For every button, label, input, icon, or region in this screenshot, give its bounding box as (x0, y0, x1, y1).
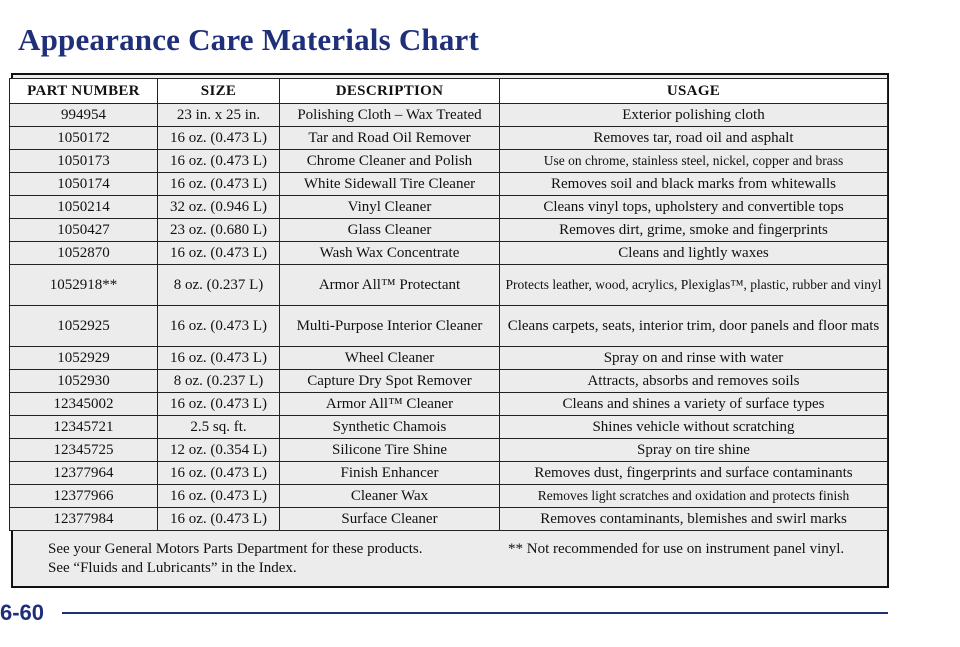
size-cell: 16 oz. (0.473 L) (158, 127, 280, 150)
description-cell: Silicone Tire Shine (280, 439, 500, 462)
size-cell: 16 oz. (0.473 L) (158, 150, 280, 173)
description-cell: Tar and Road Oil Remover (280, 127, 500, 150)
footnote-instrument-panel-warning: ** Not recommended for use on instrument panel vinyl. (508, 541, 845, 557)
table-row (10, 150, 888, 173)
usage-cell: Removes light scratches and oxidation and protects finish (500, 485, 888, 508)
materials-table (9, 78, 888, 531)
description-cell: White Sidewall Tire Cleaner (280, 173, 500, 196)
usage-cell: Cleans vinyl tops, upholstery and convertible tops (500, 196, 888, 219)
page-number: 6-60 (0, 600, 45, 625)
usage-cell: Removes dirt, grime, smoke and fingerprints (500, 219, 888, 242)
size-cell: 16 oz. (0.473 L) (158, 306, 280, 347)
size-cell: 16 oz. (0.473 L) (158, 242, 280, 265)
size-cell: 8 oz. (0.237 L) (158, 265, 280, 306)
usage-cell: Use on chrome, stainless steel, nickel, copper and brass (500, 150, 888, 173)
part-number-cell: 12345721 (10, 416, 158, 439)
usage-cell: Protects leather, wood, acrylics, Plexiglas™, plastic, rubber and vinyl (500, 265, 888, 306)
part-number-cell: 1050173 (10, 150, 158, 173)
header-description: DESCRIPTION (280, 79, 500, 104)
size-cell: 16 oz. (0.473 L) (158, 173, 280, 196)
size-cell: 16 oz. (0.473 L) (158, 485, 280, 508)
table-row (10, 439, 888, 462)
part-number-cell: 12377984 (10, 508, 158, 531)
size-cell: 16 oz. (0.473 L) (158, 347, 280, 370)
description-cell: Finish Enhancer (280, 462, 500, 485)
size-cell: 23 in. x 25 in. (158, 104, 280, 127)
description-cell: Wheel Cleaner (280, 347, 500, 370)
part-number-cell: 12377964 (10, 462, 158, 485)
footnote-fluids-reference: See “Fluids and Lubricants” in the Index. (48, 560, 297, 576)
description-cell: Glass Cleaner (280, 219, 500, 242)
part-number-cell: 12377966 (10, 485, 158, 508)
usage-cell: Removes contaminants, blemishes and swirl marks (500, 508, 888, 531)
header-row (10, 79, 888, 104)
description-cell: Polishing Cloth – Wax Treated (280, 104, 500, 127)
size-cell: 8 oz. (0.237 L) (158, 370, 280, 393)
description-cell: Armor All™ Protectant (280, 265, 500, 306)
size-cell: 16 oz. (0.473 L) (158, 462, 280, 485)
header-usage: USAGE (500, 79, 888, 104)
table-row (10, 416, 888, 439)
part-number-cell: 12345725 (10, 439, 158, 462)
header-part-number: PART NUMBER (10, 79, 158, 104)
description-cell: Synthetic Chamois (280, 416, 500, 439)
description-cell: Capture Dry Spot Remover (280, 370, 500, 393)
description-cell: Wash Wax Concentrate (280, 242, 500, 265)
usage-cell: Spray on tire shine (500, 439, 888, 462)
description-cell: Surface Cleaner (280, 508, 500, 531)
size-cell: 16 oz. (0.473 L) (158, 508, 280, 531)
page-rule (62, 612, 888, 614)
size-cell: 16 oz. (0.473 L) (158, 393, 280, 416)
part-number-cell: 1052870 (10, 242, 158, 265)
table-row (10, 370, 888, 393)
size-cell: 12 oz. (0.354 L) (158, 439, 280, 462)
table-row (10, 127, 888, 150)
description-cell: Armor All™ Cleaner (280, 393, 500, 416)
usage-cell: Removes tar, road oil and asphalt (500, 127, 888, 150)
usage-cell: Removes soil and black marks from whitewalls (500, 173, 888, 196)
table-row (10, 196, 888, 219)
part-number-cell: 1052930 (10, 370, 158, 393)
table-row (10, 265, 888, 306)
size-cell: 23 oz. (0.680 L) (158, 219, 280, 242)
usage-cell: Shines vehicle without scratching (500, 416, 888, 439)
table-row (10, 393, 888, 416)
footnote-parts-info (48, 540, 422, 578)
table-row (10, 508, 888, 531)
usage-cell: Exterior polishing cloth (500, 104, 888, 127)
table-row (10, 306, 888, 347)
table-row (10, 485, 888, 508)
description-cell: Cleaner Wax (280, 485, 500, 508)
part-number-cell: 1050172 (10, 127, 158, 150)
table-row (10, 347, 888, 370)
usage-cell: Cleans and shines a variety of surface types (500, 393, 888, 416)
description-cell: Vinyl Cleaner (280, 196, 500, 219)
part-number-cell: 1050214 (10, 196, 158, 219)
table-row (10, 242, 888, 265)
description-cell: Chrome Cleaner and Polish (280, 150, 500, 173)
page-title: Appearance Care Materials Chart (18, 22, 480, 57)
part-number-cell: 12345002 (10, 393, 158, 416)
header-size: SIZE (158, 79, 280, 104)
part-number-cell: 1052918** (10, 265, 158, 306)
table-row (10, 104, 888, 127)
part-number-cell: 994954 (10, 104, 158, 127)
usage-cell: Cleans and lightly waxes (500, 242, 888, 265)
part-number-cell: 1052925 (10, 306, 158, 347)
footnote-parts-department: See your General Motors Parts Department for these products. (48, 541, 423, 557)
table-row (10, 462, 888, 485)
part-number-cell: 1052929 (10, 347, 158, 370)
part-number-cell: 1050174 (10, 173, 158, 196)
size-cell: 32 oz. (0.946 L) (158, 196, 280, 219)
usage-cell: Removes dust, fingerprints and surface contaminants (500, 462, 888, 485)
table-row (10, 219, 888, 242)
description-cell: Multi-Purpose Interior Cleaner (280, 306, 500, 347)
usage-cell: Attracts, absorbs and removes soils (500, 370, 888, 393)
table-row (10, 173, 888, 196)
usage-cell: Spray on and rinse with water (500, 347, 888, 370)
usage-cell: Cleans carpets, seats, interior trim, door panels and floor mats (500, 306, 888, 347)
size-cell: 2.5 sq. ft. (158, 416, 280, 439)
part-number-cell: 1050427 (10, 219, 158, 242)
